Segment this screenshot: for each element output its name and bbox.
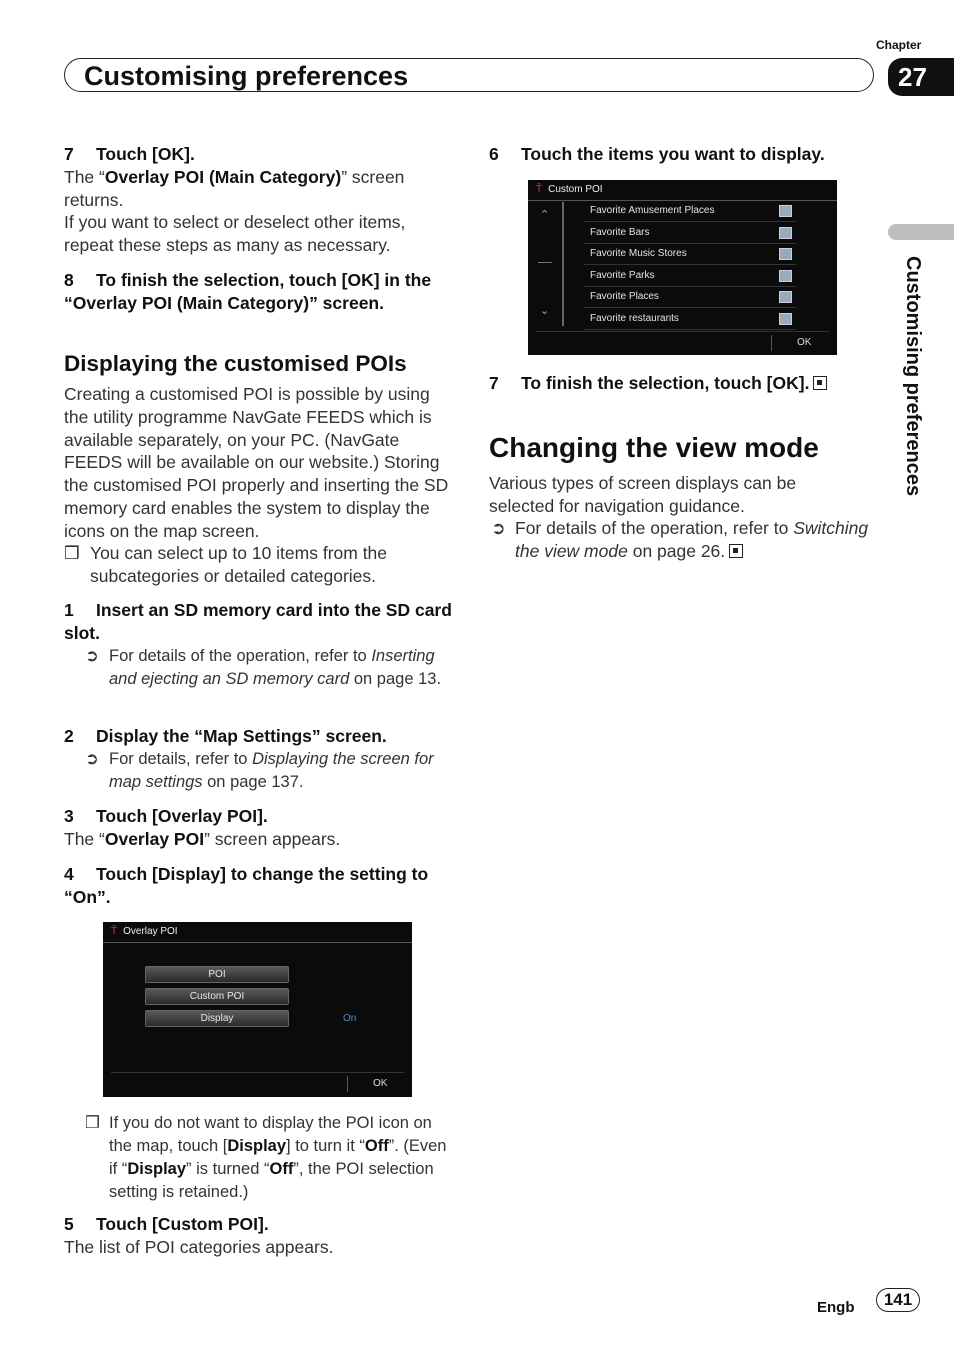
list-item-label: Favorite Amusement Places [590, 205, 715, 216]
intro-paragraph: Creating a customised POI is possible by using the utility programme NavGate FEEDS which is available separately, on your PC. (NavGate FEEDS will be available on our website.) Storing the customised POI properly and inserting the SD memory card enables the system to display the icons on the map screen. [64, 384, 449, 541]
display-value: On [343, 1013, 357, 1024]
scrollbar[interactable] [536, 200, 556, 326]
screen-title-text: Overlay POI [123, 926, 178, 937]
arrow-right-icon: ➲ [85, 750, 99, 768]
list-item-label: Favorite Bars [590, 227, 650, 238]
page-title: Customising preferences [84, 61, 409, 91]
step-title: Touch [Display] to change the setting to “On”. [64, 864, 429, 907]
text: ” screen appears. [204, 829, 341, 849]
poi-pin-icon: Ť [111, 926, 118, 937]
bold-text: Off [269, 1160, 294, 1178]
poi-pin-icon: Ť [536, 184, 543, 195]
divider [111, 1072, 404, 1073]
bold-text: Off [364, 1137, 389, 1155]
text: The “ [64, 167, 105, 187]
step-6-heading [489, 143, 879, 166]
text: For details of the operation, refer to [109, 647, 372, 665]
checkbox[interactable] [779, 205, 792, 217]
step-number: 4 [64, 864, 74, 884]
text: The “ [64, 829, 105, 849]
page-number: 141 [876, 1288, 920, 1312]
text: For details of the operation, refer to [515, 518, 794, 538]
side-chapter-label: Customising preferences [902, 256, 924, 497]
list-item-label: Favorite Places [590, 291, 659, 302]
divider [347, 1076, 348, 1092]
step-title: To finish the selection, touch [OK]. [521, 373, 810, 393]
bold-text: Display [127, 1160, 187, 1178]
step-title: To finish the selection, touch [OK] in the “Overlay POI (Main Category)” screen. [64, 270, 432, 313]
divider [562, 202, 564, 326]
step-number: 8 [64, 270, 74, 290]
step-5-heading [64, 1213, 454, 1236]
step-title: Touch [OK]. [96, 144, 195, 164]
step-1-heading [64, 599, 454, 645]
step-number: 1 [64, 600, 74, 620]
poi-button[interactable]: POI [145, 966, 289, 983]
list-item-label: Favorite restaurants [590, 313, 679, 324]
bold-text: Overlay POI (Main Category) [104, 167, 342, 187]
text: on page 137. [202, 773, 304, 791]
section-heading: Displaying the customised POIs [64, 351, 407, 376]
checkbox[interactable] [779, 227, 792, 239]
step-1-reference [85, 645, 449, 691]
scroll-thumb[interactable] [538, 262, 552, 263]
checkbox[interactable] [779, 313, 792, 325]
list-item[interactable] [584, 200, 796, 222]
ok-button[interactable]: OK [373, 1078, 388, 1089]
checkbox[interactable] [779, 270, 792, 282]
arrow-right-icon: ➲ [491, 518, 506, 538]
text: For details, refer to [109, 750, 253, 768]
arrow-right-icon: ➲ [85, 647, 99, 665]
step-number: 7 [489, 373, 499, 393]
list-item[interactable] [584, 308, 796, 330]
text: ] to turn it “ [286, 1137, 365, 1155]
step-title: Touch the items you want to display. [521, 144, 825, 164]
text: ” is turned “ [186, 1160, 270, 1178]
step-8-heading [64, 269, 454, 315]
scroll-up-icon[interactable]: ⌃ [540, 209, 550, 221]
step-7-finish-heading [489, 372, 889, 395]
step-title: Insert an SD memory card into the SD card slot. [64, 600, 452, 643]
step-7-text-2: If you want to select or deselect other items, repeat these steps as many as necessary. [64, 212, 406, 255]
end-mark-icon [729, 544, 743, 558]
step-number: 7 [64, 144, 74, 164]
chapter-number: 27 [888, 58, 954, 96]
note-item [85, 1112, 454, 1204]
list-item-label: Favorite Parks [590, 270, 655, 281]
text: on page 26. [627, 540, 726, 561]
step-4-heading [64, 863, 454, 909]
step-7-text [64, 166, 454, 212]
note-box-icon: ❒ [64, 543, 80, 563]
reference-link-text: Switching the view mode [515, 518, 869, 561]
ok-button[interactable]: OK [797, 337, 812, 348]
scroll-down-icon[interactable]: ⌄ [540, 305, 550, 317]
custom-poi-screenshot [528, 180, 837, 355]
display-button[interactable]: Display [145, 1010, 289, 1027]
text: ”, the POI selection setting is retained.) [109, 1160, 434, 1201]
text: ” screen returns. [64, 167, 405, 210]
text: ”. (Even if “ [109, 1137, 447, 1178]
end-mark-icon [813, 376, 827, 390]
note-box-icon: ❒ [85, 1114, 100, 1132]
step-7-heading [64, 143, 454, 166]
footer-language: Engb [817, 1299, 855, 1316]
note-text: You can select up to 10 items from the subcategories or detailed categories. [90, 543, 388, 586]
divider [536, 331, 829, 332]
screen-title [111, 926, 178, 937]
step-number: 6 [489, 144, 499, 164]
list-item[interactable] [584, 243, 796, 265]
reference-link-text: Inserting and ejecting an SD memory card [109, 647, 435, 688]
step-title: Touch [Custom POI]. [96, 1214, 269, 1234]
side-tab [888, 224, 954, 240]
step-number: 3 [64, 806, 74, 826]
step-2-heading [64, 725, 454, 748]
screen-title-text: Custom POI [548, 184, 603, 195]
step-number: 2 [64, 726, 74, 746]
step-number: 5 [64, 1214, 74, 1234]
note-item [64, 542, 452, 588]
step-title: Display the “Map Settings” screen. [96, 726, 387, 746]
bold-text: Display [227, 1137, 287, 1155]
view-mode-paragraph: Various types of screen displays can be selected for navigation guidance. [489, 473, 797, 516]
reference-link-text: Displaying the screen for map settings [109, 750, 434, 791]
step-5-text: The list of POI categories appears. [64, 1237, 334, 1257]
step-3-text [64, 828, 454, 851]
view-mode-reference [491, 517, 875, 563]
overlay-poi-screenshot [103, 922, 412, 1097]
screen-title [536, 184, 603, 195]
bold-text: Overlay POI [104, 829, 205, 849]
text: If you do not want to display the POI icon on the map, touch [ [109, 1114, 432, 1155]
checkbox[interactable] [779, 291, 792, 303]
divider [771, 335, 772, 351]
step-title: Touch [Overlay POI]. [96, 806, 268, 826]
custom-poi-button[interactable]: Custom POI [145, 988, 289, 1005]
step-2-reference [85, 748, 454, 794]
step-3-heading [64, 805, 454, 828]
text: on page 13. [349, 670, 442, 688]
list-item[interactable] [584, 286, 796, 308]
list-item[interactable] [584, 222, 796, 244]
divider [103, 942, 412, 943]
list-item-label: Favorite Music Stores [590, 248, 687, 259]
checkbox[interactable] [779, 248, 792, 260]
section-heading: Changing the view mode [489, 432, 819, 463]
list-item[interactable] [584, 265, 796, 287]
chapter-label: Chapter [876, 38, 922, 52]
